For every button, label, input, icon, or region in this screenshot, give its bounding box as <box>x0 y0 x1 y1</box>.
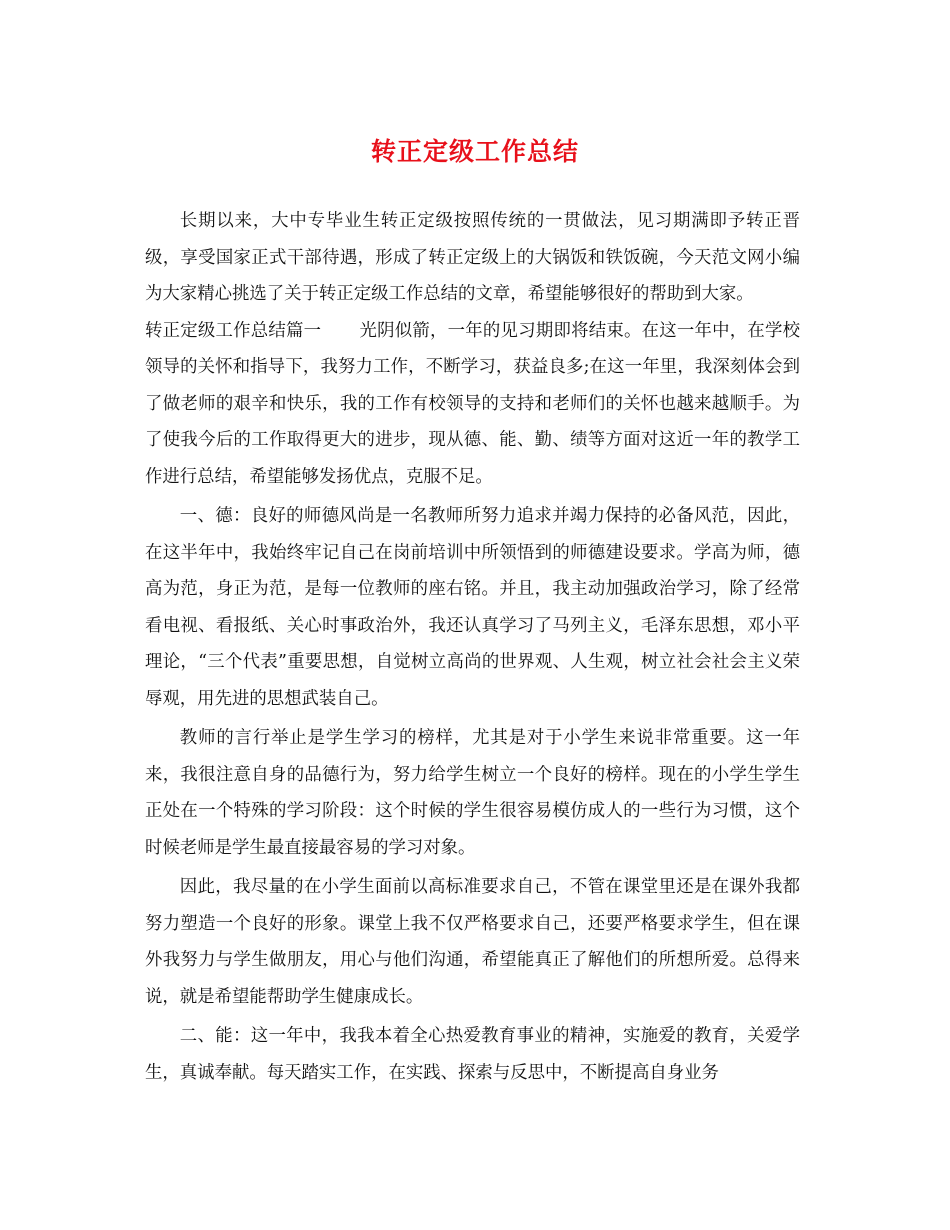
section-first-paragraph <box>145 313 800 496</box>
paragraph-standards: 因此，我尽量的在小学生面前以高标准要求自己，不管在课堂里还是在课外我都努力塑造一个良好的形象。课堂上我不仅严格要求自己，还要严格要求学生，但在课外我努力与学生做朋友，用心与他们沟通，希望能真正了解他们的所想所爱。总得来说，就是希望能帮助学生健康成长。 <box>145 877 800 1007</box>
document-title: 转正定级工作总结 <box>370 137 579 166</box>
paragraph-neng: 二、能：这一年中，我我本着全心热爱教育事业的精神，实施爱的教育，关爱学生，真诚奉献。每天踏实工作，在实践、探索与反思中，不断提高自身业务 <box>145 1026 800 1083</box>
intro-paragraph: 长期以来，大中专毕业生转正定级按照传统的一贯做法，见习期满即予转正晋级，享受国家正式干部待遇，形成了转正定级上的大锅饭和铁饭碗，今天范文网小编为大家精心挑选了关于转正定级工作总结的文章，希望能够很好的帮助到大家。 <box>145 211 800 304</box>
paragraph-role-model: 教师的言行举止是学生学习的榜样，尤其是对于小学生来说非常重要。这一年来，我很注意自身的品德行为，努力给学生树立一个良好的榜样。现在的小学生学生正处在一个特殊的学习阶段：这个时候的学生很容易模仿成人的一些行为习惯，这个时候老师是学生最直接最容易的学习对象。 <box>145 728 800 858</box>
section-heading: 转正定级工作总结篇一 <box>145 320 322 341</box>
section-first-text: 光阴似箭，一年的见习期即将结束。在这一年中，在学校领导的关怀和指导下，我努力工作，不断学习，获益良多;在这一年里，我深刻体会到了做老师的艰辛和快乐，我的工作有校领导的支持和老师们的关怀也越来越顺手。为了使我今后的工作取得更大的进步，现从德、能、勤、绩等方面对这近一年的教学工作进行总结，希望能够发扬优点，克服不足。 <box>145 320 800 487</box>
paragraph-de: 一、德：良好的师德风尚是一名教师所努力追求并竭力保持的必备风范，因此，在这半年中，我始终牢记自己在岗前培训中所领悟到的师德建设要求。学高为师，德高为范，身正为范，是每一位教师的座右铭。并且，我主动加强政治学习，除了经常看电视、看报纸、关心时事政治外，我还认真学习了马列主义，毛泽东思想，邓小平理论，“三个代表”重要思想，自觉树立高尚的世界观、人生观，树立社会社会主义荣辱观，用先进的思想武装自己。 <box>145 506 800 709</box>
document-body <box>145 203 800 1091</box>
